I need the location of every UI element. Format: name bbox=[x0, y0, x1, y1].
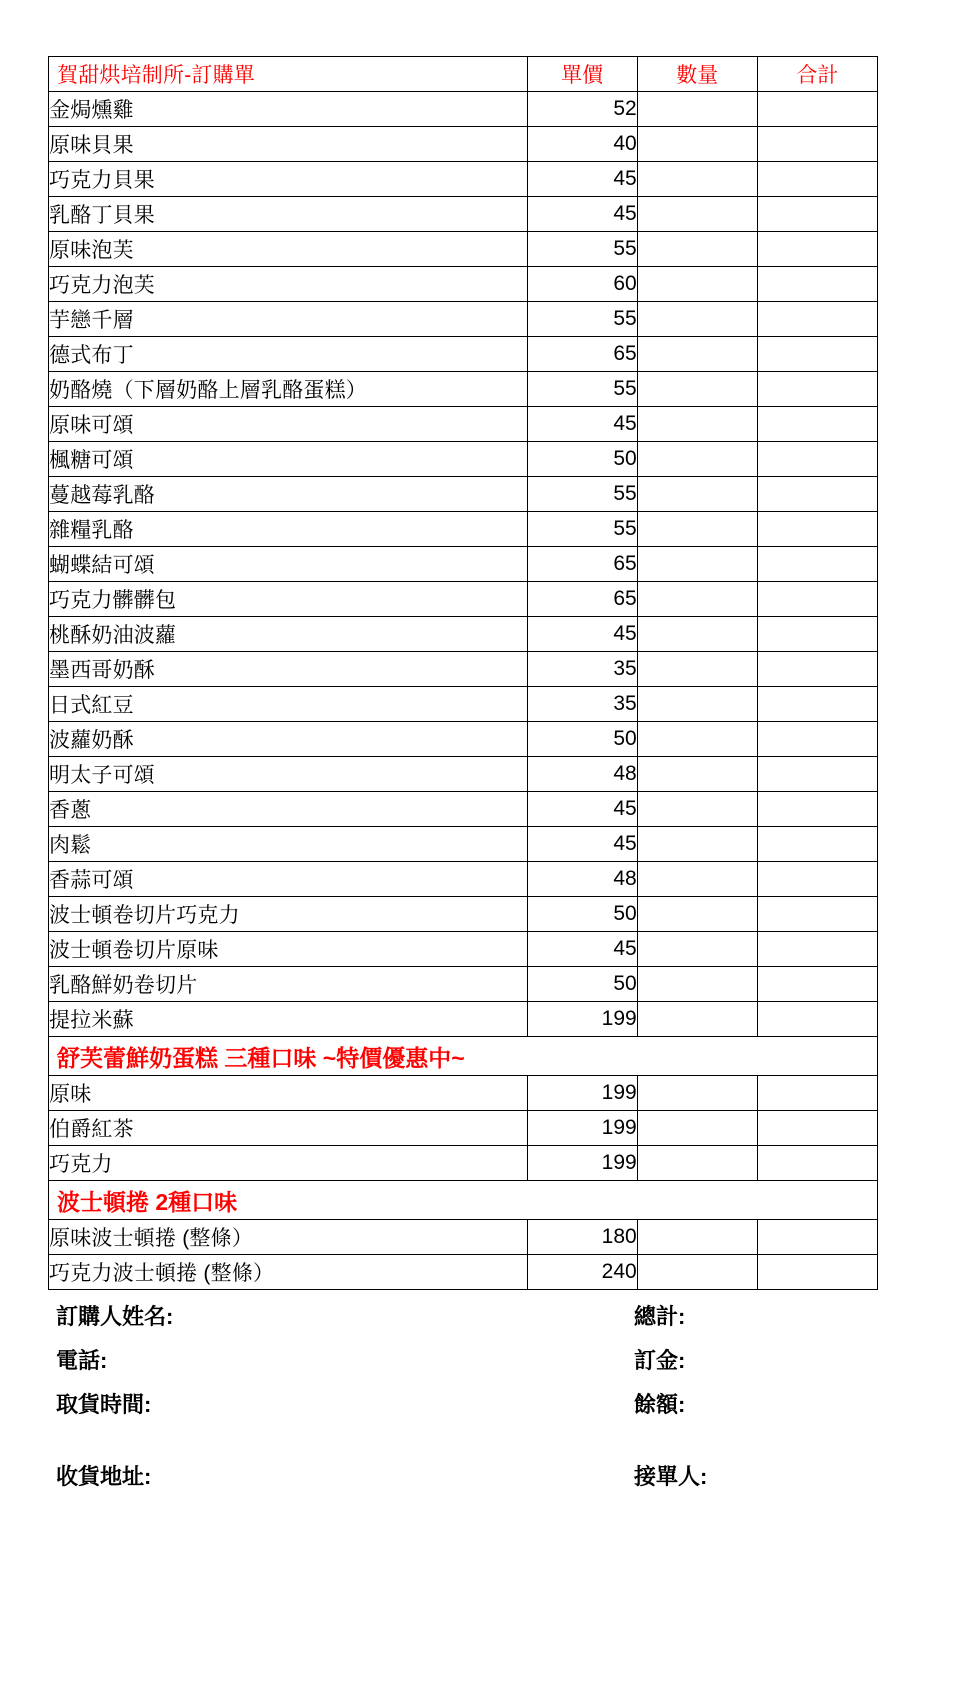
item-price: 45 bbox=[527, 932, 637, 967]
item-total-cell[interactable] bbox=[757, 757, 877, 792]
table-row bbox=[49, 162, 878, 197]
item-name: 提拉米蘇 bbox=[49, 1002, 528, 1037]
form-footer bbox=[48, 1300, 878, 1560]
item-total-cell[interactable] bbox=[757, 1220, 877, 1255]
table-row bbox=[49, 687, 878, 722]
item-qty-cell[interactable] bbox=[637, 582, 757, 617]
item-total-cell[interactable] bbox=[757, 232, 877, 267]
table-row bbox=[49, 92, 878, 127]
header-total: 合計 bbox=[757, 57, 877, 92]
table-row bbox=[49, 827, 878, 862]
item-name: 乳酪丁貝果 bbox=[49, 197, 528, 232]
pickup-time-label: 取貨時間: bbox=[56, 1392, 152, 1417]
item-total-cell[interactable] bbox=[757, 407, 877, 442]
item-total-cell[interactable] bbox=[757, 652, 877, 687]
item-total-cell[interactable] bbox=[757, 897, 877, 932]
table-row bbox=[49, 582, 878, 617]
item-qty-cell[interactable] bbox=[637, 1002, 757, 1037]
item-name: 巧克力 bbox=[49, 1146, 528, 1181]
item-qty-cell[interactable] bbox=[637, 477, 757, 512]
item-qty-cell[interactable] bbox=[637, 162, 757, 197]
item-qty-cell[interactable] bbox=[637, 1111, 757, 1146]
table-row bbox=[49, 652, 878, 687]
item-qty-cell[interactable] bbox=[637, 1255, 757, 1290]
table-row bbox=[49, 127, 878, 162]
table-row bbox=[49, 302, 878, 337]
item-price: 55 bbox=[527, 232, 637, 267]
item-price: 50 bbox=[527, 897, 637, 932]
item-name: 金焗燻雞 bbox=[49, 92, 528, 127]
table-row bbox=[49, 1002, 878, 1037]
item-total-cell[interactable] bbox=[757, 862, 877, 897]
item-total-cell[interactable] bbox=[757, 547, 877, 582]
item-price: 65 bbox=[527, 582, 637, 617]
table-row bbox=[49, 792, 878, 827]
table-row bbox=[49, 617, 878, 652]
item-total-cell[interactable] bbox=[757, 512, 877, 547]
item-name: 巧克力波士頓捲 (整條） bbox=[49, 1255, 528, 1290]
item-name: 原味泡芙 bbox=[49, 232, 528, 267]
item-qty-cell[interactable] bbox=[637, 267, 757, 302]
item-total-cell[interactable] bbox=[757, 267, 877, 302]
table-row bbox=[49, 757, 878, 792]
item-name: 蔓越莓乳酪 bbox=[49, 477, 528, 512]
table-row bbox=[49, 1220, 878, 1255]
table-row bbox=[49, 722, 878, 757]
item-name: 桃酥奶油波蘿 bbox=[49, 617, 528, 652]
item-price: 35 bbox=[527, 687, 637, 722]
item-price: 52 bbox=[527, 92, 637, 127]
item-price: 35 bbox=[527, 652, 637, 687]
item-name: 奶酪燒（下層奶酪上層乳酪蛋糕） bbox=[49, 372, 528, 407]
item-qty-cell[interactable] bbox=[637, 232, 757, 267]
item-price: 50 bbox=[527, 722, 637, 757]
item-name: 巧克力貝果 bbox=[49, 162, 528, 197]
item-name: 肉鬆 bbox=[49, 827, 528, 862]
item-price: 40 bbox=[527, 127, 637, 162]
item-total-cell[interactable] bbox=[757, 197, 877, 232]
item-price: 65 bbox=[527, 337, 637, 372]
item-price: 55 bbox=[527, 477, 637, 512]
item-price: 199 bbox=[527, 1146, 637, 1181]
item-price: 65 bbox=[527, 547, 637, 582]
item-total-cell[interactable] bbox=[757, 967, 877, 1002]
item-price: 45 bbox=[527, 617, 637, 652]
deposit-label: 訂金: bbox=[634, 1348, 686, 1373]
item-qty-cell[interactable] bbox=[637, 687, 757, 722]
table-row bbox=[49, 1076, 878, 1111]
item-qty-cell[interactable] bbox=[637, 967, 757, 1002]
item-qty-cell[interactable] bbox=[637, 792, 757, 827]
item-name: 蝴蝶結可頌 bbox=[49, 547, 528, 582]
item-name: 波士頓卷切片原味 bbox=[49, 932, 528, 967]
header-price: 單價 bbox=[527, 57, 637, 92]
item-price: 45 bbox=[527, 792, 637, 827]
item-price: 199 bbox=[527, 1111, 637, 1146]
item-price: 45 bbox=[527, 827, 637, 862]
table-row bbox=[49, 197, 878, 232]
item-price: 199 bbox=[527, 1002, 637, 1037]
item-name: 原味貝果 bbox=[49, 127, 528, 162]
item-total-cell[interactable] bbox=[757, 442, 877, 477]
item-total-cell[interactable] bbox=[757, 827, 877, 862]
item-price: 45 bbox=[527, 407, 637, 442]
item-total-cell[interactable] bbox=[757, 687, 877, 722]
table-row bbox=[49, 372, 878, 407]
item-qty-cell[interactable] bbox=[637, 932, 757, 967]
item-qty-cell[interactable] bbox=[637, 722, 757, 757]
item-total-cell[interactable] bbox=[757, 722, 877, 757]
item-qty-cell[interactable] bbox=[637, 197, 757, 232]
item-qty-cell[interactable] bbox=[637, 92, 757, 127]
item-total-cell[interactable] bbox=[757, 302, 877, 337]
item-name: 巧克力髒髒包 bbox=[49, 582, 528, 617]
balance-label: 餘額: bbox=[634, 1392, 686, 1417]
item-total-cell[interactable] bbox=[757, 477, 877, 512]
item-qty-cell[interactable] bbox=[637, 827, 757, 862]
table-row bbox=[49, 407, 878, 442]
item-price: 55 bbox=[527, 372, 637, 407]
item-qty-cell[interactable] bbox=[637, 512, 757, 547]
item-price: 199 bbox=[527, 1076, 637, 1111]
order-taker-label: 接單人: bbox=[634, 1464, 708, 1489]
item-price: 45 bbox=[527, 197, 637, 232]
item-name: 原味波士頓捲 (整條） bbox=[49, 1220, 528, 1255]
item-total-cell[interactable] bbox=[757, 1076, 877, 1111]
item-qty-cell[interactable] bbox=[637, 1220, 757, 1255]
item-name: 日式紅豆 bbox=[49, 687, 528, 722]
item-total-cell[interactable] bbox=[757, 792, 877, 827]
order-table bbox=[48, 56, 878, 1290]
item-total-cell[interactable] bbox=[757, 1111, 877, 1146]
item-total-cell[interactable] bbox=[757, 1255, 877, 1290]
item-name: 乳酪鮮奶卷切片 bbox=[49, 967, 528, 1002]
header-title: 賀甜烘培制所-訂購單 bbox=[49, 57, 528, 92]
item-name: 芋戀千層 bbox=[49, 302, 528, 337]
item-price: 50 bbox=[527, 967, 637, 1002]
item-total-cell[interactable] bbox=[757, 582, 877, 617]
item-qty-cell[interactable] bbox=[637, 757, 757, 792]
grand-total-label: 總計: bbox=[634, 1304, 686, 1329]
item-total-cell[interactable] bbox=[757, 372, 877, 407]
item-price: 50 bbox=[527, 442, 637, 477]
item-total-cell[interactable] bbox=[757, 617, 877, 652]
item-name: 楓糖可頌 bbox=[49, 442, 528, 477]
item-qty-cell[interactable] bbox=[637, 442, 757, 477]
item-total-cell[interactable] bbox=[757, 1002, 877, 1037]
item-price: 45 bbox=[527, 162, 637, 197]
item-name: 雜糧乳酪 bbox=[49, 512, 528, 547]
item-total-cell[interactable] bbox=[757, 932, 877, 967]
item-name: 香蒜可頌 bbox=[49, 862, 528, 897]
item-total-cell[interactable] bbox=[757, 162, 877, 197]
item-name: 原味 bbox=[49, 1076, 528, 1111]
table-row bbox=[49, 1146, 878, 1181]
header-qty: 數量 bbox=[637, 57, 757, 92]
item-price: 48 bbox=[527, 757, 637, 792]
section-heading-row bbox=[49, 1181, 878, 1220]
item-total-cell[interactable] bbox=[757, 1146, 877, 1181]
item-price: 240 bbox=[527, 1255, 637, 1290]
table-row bbox=[49, 1111, 878, 1146]
item-name: 明太子可頌 bbox=[49, 757, 528, 792]
item-price: 60 bbox=[527, 267, 637, 302]
item-name: 香蔥 bbox=[49, 792, 528, 827]
table-row bbox=[49, 512, 878, 547]
phone-label: 電話: bbox=[56, 1348, 108, 1373]
item-qty-cell[interactable] bbox=[637, 547, 757, 582]
item-total-cell[interactable] bbox=[757, 127, 877, 162]
item-name: 波蘿奶酥 bbox=[49, 722, 528, 757]
table-row bbox=[49, 442, 878, 477]
item-qty-cell[interactable] bbox=[637, 862, 757, 897]
table-row bbox=[49, 267, 878, 302]
item-name: 原味可頌 bbox=[49, 407, 528, 442]
table-header-row bbox=[49, 57, 878, 92]
customer-name-label: 訂購人姓名: bbox=[56, 1304, 174, 1329]
section-heading: 波士頓捲 2種口味 bbox=[49, 1181, 878, 1220]
item-name: 波士頓卷切片巧克力 bbox=[49, 897, 528, 932]
item-qty-cell[interactable] bbox=[637, 1076, 757, 1111]
item-qty-cell[interactable] bbox=[637, 897, 757, 932]
item-qty-cell[interactable] bbox=[637, 127, 757, 162]
item-qty-cell[interactable] bbox=[637, 1146, 757, 1181]
item-qty-cell[interactable] bbox=[637, 372, 757, 407]
item-name: 德式布丁 bbox=[49, 337, 528, 372]
item-qty-cell[interactable] bbox=[637, 652, 757, 687]
item-total-cell[interactable] bbox=[757, 337, 877, 372]
item-name: 巧克力泡芙 bbox=[49, 267, 528, 302]
item-qty-cell[interactable] bbox=[637, 617, 757, 652]
section-heading: 舒芙蕾鮮奶蛋糕 三種口味 ~特價優惠中~ bbox=[49, 1037, 878, 1076]
item-total-cell[interactable] bbox=[757, 92, 877, 127]
item-price: 180 bbox=[527, 1220, 637, 1255]
table-row bbox=[49, 337, 878, 372]
table-row bbox=[49, 897, 878, 932]
table-row bbox=[49, 967, 878, 1002]
item-price: 55 bbox=[527, 512, 637, 547]
table-row bbox=[49, 1255, 878, 1290]
item-name: 伯爵紅茶 bbox=[49, 1111, 528, 1146]
item-qty-cell[interactable] bbox=[637, 407, 757, 442]
table-row bbox=[49, 547, 878, 582]
item-qty-cell[interactable] bbox=[637, 302, 757, 337]
section-heading-row bbox=[49, 1037, 878, 1076]
table-row bbox=[49, 862, 878, 897]
table-row bbox=[49, 932, 878, 967]
table-row bbox=[49, 232, 878, 267]
item-qty-cell[interactable] bbox=[637, 337, 757, 372]
address-label: 收貨地址: bbox=[56, 1464, 152, 1489]
item-price: 55 bbox=[527, 302, 637, 337]
item-price: 48 bbox=[527, 862, 637, 897]
item-name: 墨西哥奶酥 bbox=[49, 652, 528, 687]
table-row bbox=[49, 477, 878, 512]
order-form-sheet bbox=[48, 56, 878, 1290]
